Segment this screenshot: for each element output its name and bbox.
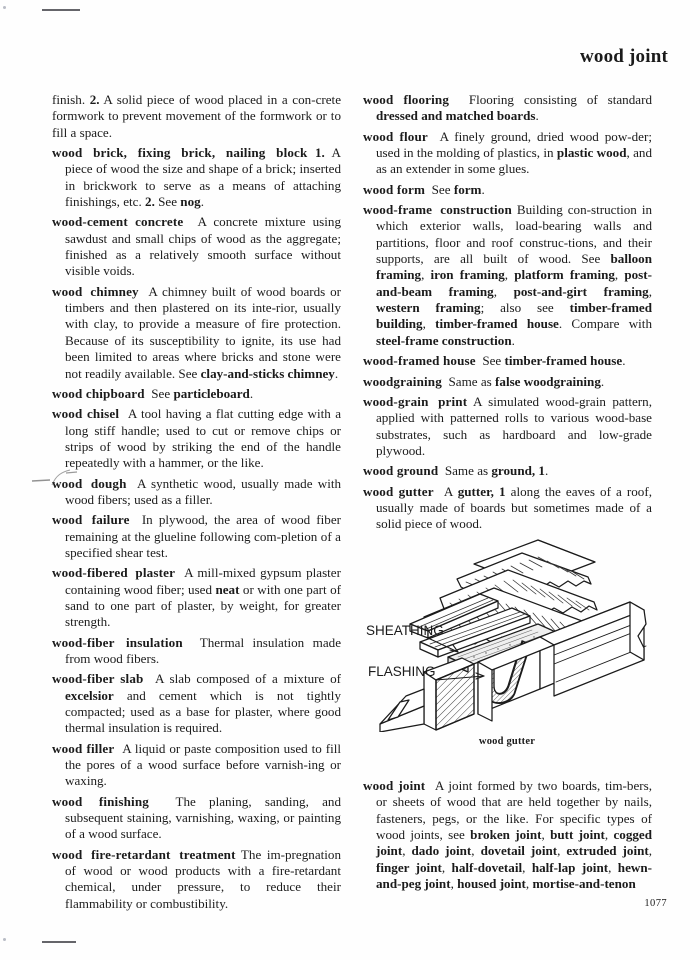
entry-text: See particleboard. (151, 385, 254, 401)
entry-text: A finely ground, dried wood pow-der; used in the molding of plastics, in plastic wood, and as an extender in some glues. (376, 128, 653, 177)
entry-text: A tool having a flat cutting edge with a long stiff handle; used to cut or remove chips or strips of wood by striking the end of the handle repeatedly with a hammer, or the like. (65, 406, 342, 471)
headword: wood fire-retardant treatment (52, 846, 236, 862)
entry-text: A joint formed by two boards, tim-bers, or sheets of wood that are held together by nails, fasteners, pegs, or the like. For specific types of wood joints, see broken joint, butt joint, cogged joint, dado joint, dovetail joint, extruded joint, finger joint, half-dovetail, half-lap joint, hewn-and-peg joint, housed joint, mortise-and-tenon (376, 778, 653, 892)
headword: wood flooring (363, 92, 450, 107)
entry-wood-fiber-slab (52, 671, 341, 736)
page-number: 1077 (644, 898, 667, 909)
entry-text: See timber-framed house. (482, 353, 626, 369)
headword: wood dough (52, 475, 127, 491)
entry-wood-flour (363, 129, 652, 178)
entry-text: A mill-mixed gypsum plaster containing wood fiber; used neat or with one part of sand to one part of plaster, by weight, for greater strength. (65, 565, 341, 630)
scan-artifact-rule-bottom (42, 941, 76, 943)
scan-artifact-dot-bottom (3, 938, 6, 941)
entry-text: A liquid or paste composition used to fill the pores of a wood surface before varnish-ing or waxing. (65, 740, 342, 789)
headword: wood filler (52, 740, 115, 756)
entry-text: The im-pregnation of wood or wood products with a fire-retardant chemical, under pressure, to reduce their flammability or combustibility. (65, 846, 341, 911)
entry-wood-cement-concrete (52, 214, 341, 279)
headword: wood-fiber slab (52, 671, 144, 687)
entry-wood-finishing (52, 794, 341, 843)
left-column (52, 92, 342, 911)
headword: wood ground (363, 463, 439, 479)
entry-text: 1. A piece of wood the size and shape of a brick; inserted in brickwork to serve as a means of attaching finishings, etc. 2. See nog. (65, 145, 341, 210)
entry-text: Flooring consisting of standard dressed and matched boards. (376, 92, 652, 124)
entry-text: A chimney built of wood boards or timbers and then plastered on its inte-rior, usually with clay, to provide a measure of fire protection. Because of its susceptibility to ignite, its use had been limited to areas where bricks and stone were not readily available. See clay-and-sticks chimney. (65, 283, 342, 381)
headword: wood finishing (52, 793, 149, 809)
entry-text: See form. (431, 181, 485, 197)
scan-artifact-rule-top (42, 9, 80, 11)
entry-wood-frame-construction (363, 202, 652, 349)
headword: wood-framed house (363, 353, 476, 369)
figure-label-sheathing: SHEATHING (366, 623, 444, 638)
entry-text: The planing, sanding, and subsequent staining, varnishing, waxing, or painting of a wood surface. (65, 793, 342, 842)
entry-text: A slab composed of a mixture of excelsior and cement which is not tightly compacted; used as a base for plaster, where good thermal insulation is required. (65, 671, 342, 736)
headword: wood-fibered plaster (52, 565, 176, 581)
wood-gutter-illustration (362, 524, 652, 732)
running-head: wood joint (579, 46, 668, 67)
entry-text: Same as false woodgraining. (448, 373, 605, 389)
entry-wood-grain-print (363, 394, 652, 459)
figure-caption: wood gutter (478, 736, 536, 747)
headword: wood form (363, 181, 426, 197)
entry-text: finish. 2. A solid piece of wood placed in a con-crete formwork to prevent movement of the formwork or to fill a space. (52, 92, 342, 140)
entry-wood-block-continuation (52, 92, 341, 141)
figure-label-flashing: FLASHING (368, 664, 436, 679)
entry-wood-ground (363, 463, 652, 479)
entry-wood-fibered-plaster (52, 565, 341, 630)
headword: wood failure (52, 512, 130, 528)
headword: wood gutter (363, 483, 434, 499)
entry-wood-fiber-insulation (52, 635, 341, 668)
entry-text: A synthetic wood, usually made with wood fibers; used as a filler. (65, 475, 342, 507)
entry-wood-flooring (363, 92, 652, 125)
entry-wood-filler (52, 741, 341, 790)
entry-wood-chisel (52, 406, 341, 471)
headword: wood-cement concrete (52, 214, 184, 230)
headword: wood chimney (52, 283, 139, 299)
entry-text: Thermal insulation made from wood fibers. (65, 634, 342, 666)
entry-text: In plywood, the area of wood fiber remaining at the glueline following com-pletion of a specified shear test. (65, 512, 341, 560)
entry-wood-brick (52, 145, 341, 210)
headword: wood-grain print (363, 393, 468, 409)
entry-wood-chimney (52, 284, 341, 382)
entry-text: A concrete mixture using sawdust and small chips of wood as the aggregate; finished as a relatively smooth surface without visible voids. (65, 214, 341, 279)
headword: woodgraining (363, 373, 442, 389)
figure-wood-gutter (362, 524, 652, 747)
headword: wood chipboard (52, 385, 145, 401)
entry-text: A gutter, 1 along the eaves of a roof, usually made of boards but sometimes made of a solid piece of wood. (376, 483, 652, 532)
entry-wood-chipboard (52, 386, 341, 402)
headword: wood-fiber insulation (52, 634, 183, 650)
entry-wood-dough (52, 476, 341, 509)
entry-wood-failure (52, 512, 341, 561)
bottom-entry-block (363, 778, 652, 896)
entry-wood-form (363, 182, 652, 198)
headword: wood-frame construction (363, 202, 512, 218)
scan-artifact-dot-top (3, 6, 6, 9)
entry-wood-joint (363, 778, 652, 892)
entry-wood-fire-retardant-treatment (52, 847, 341, 912)
entry-wood-framed-house (363, 353, 652, 369)
entry-text: Building con-struction in which exterior walls, load-bearing walls and partitions, floor and roof construc-tions, and their supports, are all built of wood. See balloon framing, iron framing, platform framing, post-and-beam framing, post-and-girt framing, western framing; also see timber-framed building, timber-framed house. Compare with steel-frame construction. (376, 202, 652, 348)
headword: wood chisel (52, 406, 120, 422)
entry-text: Same as ground, 1. (444, 463, 549, 479)
entry-text: A simulated wood-grain pattern, applied with patterned rolls to various wood-base substrates, such as hardboard and low-grade plywood. (376, 393, 652, 458)
headword: wood flour (363, 128, 428, 144)
entry-woodgraining (363, 374, 652, 390)
headword: wood brick, fixing brick, nailing block (52, 145, 308, 161)
headword: wood joint (363, 778, 426, 793)
